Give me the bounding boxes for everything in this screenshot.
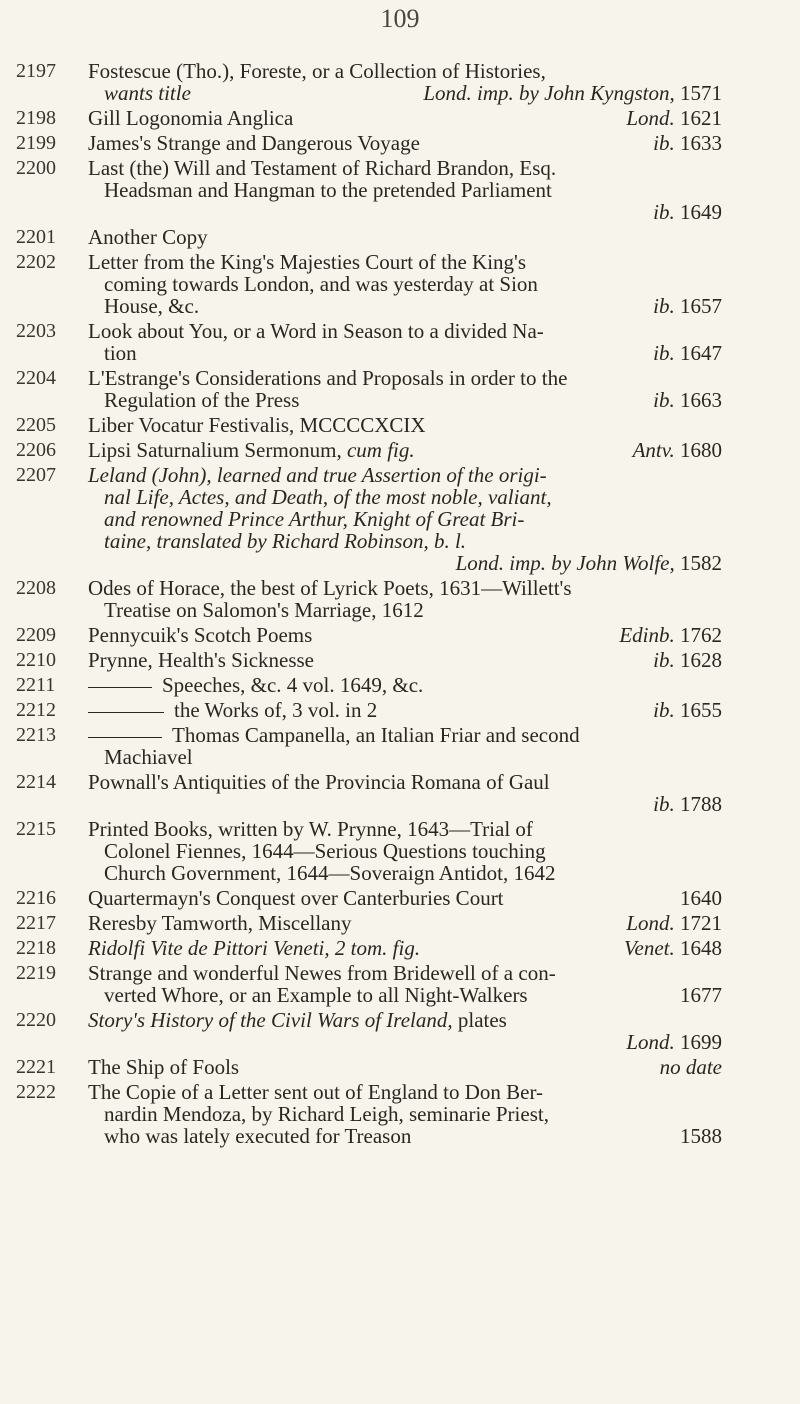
lot-number: 2214 [16, 771, 56, 793]
imprint-place: ib. [653, 294, 675, 318]
entry-text: Treatise on Salomon's Marriage, 1612 [104, 598, 424, 622]
lot-number: 2215 [16, 818, 56, 840]
entry-text: Church Government, 1644—Soveraign Antidot, 1642 [104, 861, 556, 885]
page-number: 109 [380, 4, 420, 33]
entry-text: taine, translated by Richard Robinson, b. l. [104, 529, 467, 553]
entry-text: Headsman and Hangman to the pretended Parliament [104, 178, 552, 202]
imprint-year: 1762 [680, 623, 722, 647]
entry-title: Lipsi Saturnalium Sermonum, [88, 438, 342, 462]
entry-title: The Ship of Fools [88, 1055, 240, 1079]
imprint-year: 1677 [680, 983, 722, 1007]
list-item [0, 1056, 800, 1078]
lot-number: 2203 [16, 320, 56, 342]
list-item [0, 962, 800, 1006]
imprint-place: Venet. [624, 936, 675, 960]
entry-title: Speeches, &c. 4 vol. 1649, &c. [162, 673, 424, 697]
entry-title: Quartermayn's Conquest over Canterburies Court [88, 886, 504, 910]
imprint-place: Lond. imp. by John Kyngston, [423, 81, 675, 105]
imprint-place: ib. [653, 792, 675, 816]
lot-number: 2222 [16, 1081, 56, 1103]
list-item [0, 226, 800, 248]
list-item [0, 251, 800, 317]
imprint-year: 1649 [680, 200, 722, 224]
entry-text: and renowned Prince Arthur, Knight of Great Bri- [104, 507, 525, 531]
lot-number: 2212 [16, 699, 56, 721]
imprint-text: Lond. imp. by John Wolfe, [455, 551, 675, 575]
imprint-year: 1633 [680, 131, 722, 155]
list-item [0, 107, 800, 129]
lot-number: 2209 [16, 624, 56, 646]
entry-text: Last (the) Will and Testament of Richard Brandon, Esq. [88, 156, 557, 180]
entry-title: Liber Vocatur Festivalis, MCCCCXCIX [88, 413, 426, 437]
list-item [0, 724, 800, 768]
entry-title: Another Copy [88, 225, 208, 249]
list-item [0, 887, 800, 909]
ditto-rule [88, 737, 162, 738]
list-item [0, 320, 800, 364]
entry-text: Regulation of the Press [104, 388, 300, 412]
lot-number: 2221 [16, 1056, 56, 1078]
entry-title: Pennycuik's Scotch Poems [88, 623, 313, 647]
imprint-place: Edinb. [619, 623, 675, 647]
imprint-year: 1648 [680, 936, 722, 960]
imprint-year: 1788 [680, 792, 722, 816]
entry-title: Prynne, Health's Sicknesse [88, 648, 314, 672]
imprint-year: 1647 [680, 341, 722, 365]
lot-number: 2197 [16, 60, 56, 82]
imprint-place: ib. [653, 648, 675, 672]
list-item [0, 464, 800, 574]
imprint-year: 1680 [680, 438, 722, 462]
lot-number: 2201 [16, 226, 56, 248]
date-note: no date [659, 1055, 722, 1079]
lot-number: 2210 [16, 649, 56, 671]
list-item [0, 1009, 800, 1053]
entry-title: Ridolfi Vite de Pittori Veneti, 2 tom. fig. [88, 936, 421, 960]
imprint-year: 1657 [680, 294, 722, 318]
entry-text: Pownall's Antiquities of the Provincia Romana of Gaul [88, 770, 550, 794]
imprint-place: ib. [653, 200, 675, 224]
imprint-place: ib. [653, 341, 675, 365]
imprint-place: Lond. [626, 911, 675, 935]
list-item [0, 771, 800, 815]
lot-number: 2206 [16, 439, 56, 461]
entry-title: Reresby Tamworth, Miscellany [88, 911, 352, 935]
entry-text: The Copie of a Letter sent out of England to Don Ber- [88, 1080, 544, 1104]
lot-number: 2216 [16, 887, 56, 909]
list-item [0, 674, 800, 696]
imprint-place: ib. [653, 388, 675, 412]
lot-number: 2198 [16, 107, 56, 129]
entry-title: the Works of, 3 vol. in 2 [174, 698, 378, 722]
lot-number: 2218 [16, 937, 56, 959]
lot-number: 2208 [16, 577, 56, 599]
entry-text: Odes of Horace, the best of Lyrick Poets, 1631—Willett's [88, 576, 572, 600]
entry-text: Colonel Fiennes, 1644—Serious Questions touching [104, 839, 546, 863]
imprint-place: Lond. [626, 1030, 675, 1054]
lot-number: 2199 [16, 132, 56, 154]
entry-text: Printed Books, written by W. Prynne, 1643—Trial of [88, 817, 533, 841]
imprint-year: 1582 [680, 551, 722, 575]
entry-text: Fostescue (Tho.), Foreste, or a Collection of Histories, [88, 59, 546, 83]
entry-text: Leland (John), learned and true Assertion of the origi- [88, 463, 547, 487]
lot-number: 2219 [16, 962, 56, 984]
lot-number: 2217 [16, 912, 56, 934]
list-item [0, 577, 800, 621]
lot-number: 2200 [16, 157, 56, 179]
entry-text: verted Whore, or an Example to all Night-Walkers [104, 983, 528, 1007]
imprint-year: 1721 [680, 911, 722, 935]
imprint-place: Antv. [632, 438, 675, 462]
entry-text: L'Estrange's Considerations and Proposals in order to the [88, 366, 568, 390]
imprint-year: 1663 [680, 388, 722, 412]
entry-text: Machiavel [104, 745, 193, 769]
list-item [0, 649, 800, 671]
imprint-year: 1571 [680, 81, 722, 105]
list-item [0, 367, 800, 411]
entry-text: Look about You, or a Word in Season to a divided Na- [88, 319, 544, 343]
entry-title: Gill Logonomia Anglica [88, 106, 294, 130]
entry-text: nardin Mendoza, by Richard Leigh, seminarie Priest, [104, 1102, 549, 1126]
lot-number: 2213 [16, 724, 56, 746]
imprint-year: 1655 [680, 698, 722, 722]
entry-text: Strange and wonderful Newes from Bridewell of a con- [88, 961, 556, 985]
ditto-rule [88, 712, 164, 713]
list-item [0, 439, 800, 461]
imprint-place: ib. [653, 698, 675, 722]
lot-number: 2220 [16, 1009, 56, 1031]
catalogue-list [0, 60, 800, 1150]
imprint-year: 1621 [680, 106, 722, 130]
imprint-year: 1588 [680, 1124, 722, 1148]
imprint-place: ib. [653, 131, 675, 155]
entry-text: House, &c. [104, 294, 200, 318]
lot-number: 2205 [16, 414, 56, 436]
list-item [0, 937, 800, 959]
lot-number: 2207 [16, 464, 56, 486]
entry-text: plates [452, 1008, 507, 1032]
list-item [0, 157, 800, 223]
imprint-year: 1699 [680, 1030, 722, 1054]
entry-text: Letter from the King's Majesties Court of the King's [88, 250, 526, 274]
imprint-year: 1628 [680, 648, 722, 672]
entry-format: cum fig. [346, 438, 415, 462]
list-item [0, 132, 800, 154]
ditto-rule [88, 687, 152, 688]
entry-title: Story's History of the Civil Wars of Ireland, [88, 1008, 453, 1032]
lot-number: 2211 [16, 674, 56, 696]
list-item [0, 60, 800, 104]
list-item [0, 912, 800, 934]
entry-title: James's Strange and Dangerous Voyage [88, 131, 420, 155]
entry-text: wants title [104, 81, 191, 105]
list-item [0, 414, 800, 436]
entry-text: tion [104, 341, 137, 365]
entry-text: Thomas Campanella, an Italian Friar and second [172, 723, 580, 747]
list-item [0, 1081, 800, 1147]
entry-text: nal Life, Actes, and Death, of the most noble, valiant, [104, 485, 552, 509]
lot-number: 2204 [16, 367, 56, 389]
list-item [0, 818, 800, 884]
entry-text: who was lately executed for Treason [104, 1124, 412, 1148]
entry-text: coming towards London, and was yesterday at Sion [104, 272, 538, 296]
list-item [0, 624, 800, 646]
list-item [0, 699, 800, 721]
imprint-year: 1640 [680, 886, 722, 910]
imprint-place: Lond. [626, 106, 675, 130]
lot-number: 2202 [16, 251, 56, 273]
